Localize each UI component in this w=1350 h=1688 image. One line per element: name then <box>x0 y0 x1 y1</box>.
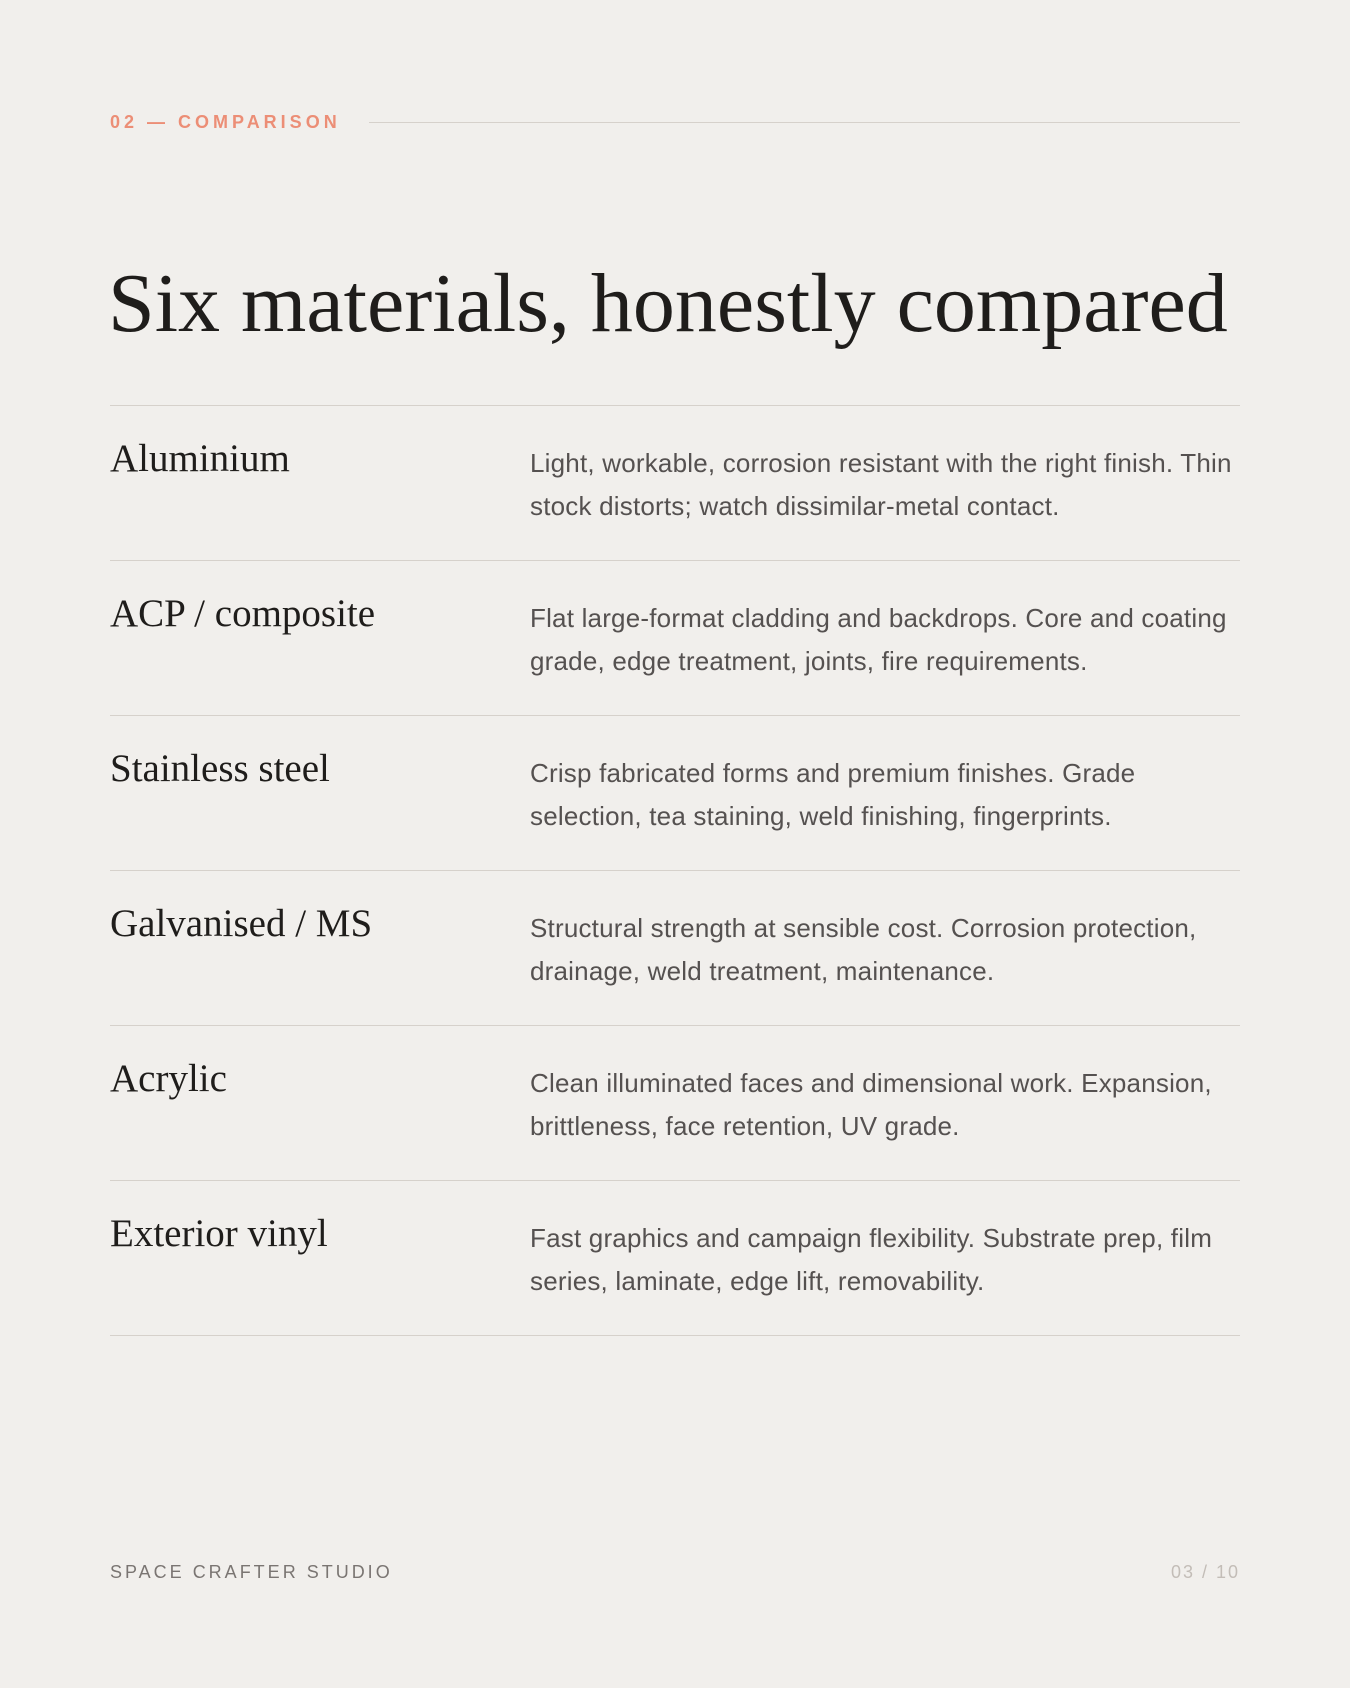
material-name: Acrylic <box>110 1057 227 1100</box>
section-divider <box>369 122 1240 123</box>
page-title: Six materials, honestly compared <box>108 257 1228 350</box>
section-label: 02 — COMPARISON <box>110 112 341 132</box>
table-row <box>110 561 1240 716</box>
footer-studio-name: SPACE CRAFTER STUDIO <box>110 1562 393 1582</box>
document-page <box>110 0 1240 1688</box>
material-description: Clean illuminated faces and dimensional work. Expansion, brittleness, face retention, UV grade. <box>530 1068 1212 1141</box>
material-name: Stainless steel <box>110 747 330 790</box>
material-name: Aluminium <box>110 437 290 480</box>
table-row <box>110 871 1240 1026</box>
table-row <box>110 406 1240 561</box>
materials-table <box>110 405 1240 1336</box>
table-row <box>110 716 1240 871</box>
material-description: Crisp fabricated forms and premium finishes. Grade selection, tea staining, weld finishing, fingerprints. <box>530 758 1136 831</box>
material-description: Flat large-format cladding and backdrops. Core and coating grade, edge treatment, joints, fire requirements. <box>530 603 1227 676</box>
material-description: Fast graphics and campaign flexibility. Substrate prep, film series, laminate, edge lift, removability. <box>530 1223 1213 1296</box>
material-description: Structural strength at sensible cost. Corrosion protection, drainage, weld treatment, maintenance. <box>530 913 1197 986</box>
material-name: ACP / composite <box>110 592 376 635</box>
table-row <box>110 1026 1240 1181</box>
material-description: Light, workable, corrosion resistant with the right finish. Thin stock distorts; watch dissimilar-metal contact. <box>530 448 1232 521</box>
page-number: 03 / 10 <box>1170 1562 1240 1582</box>
section-header <box>110 112 1240 133</box>
table-row <box>110 1181 1240 1336</box>
material-name: Exterior vinyl <box>110 1212 328 1255</box>
material-name: Galvanised / MS <box>110 902 373 945</box>
